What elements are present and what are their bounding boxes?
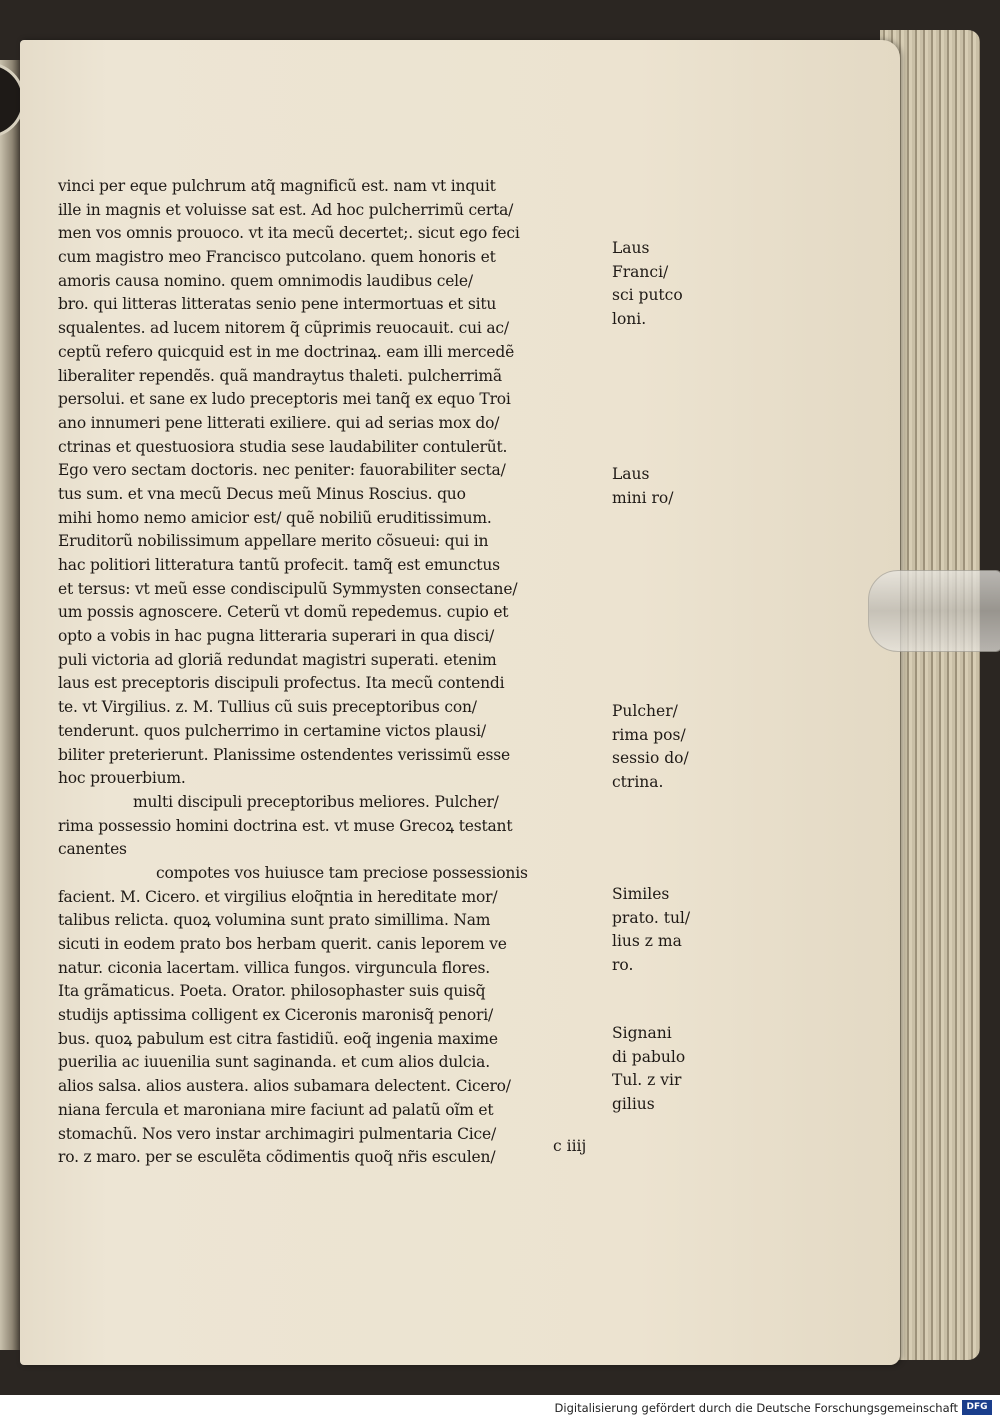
- text-line: talibus relicta. quoꝝ volumina sunt prato simillima. Nam: [58, 911, 491, 930]
- text-line: puerilia ac iuuenilia sunt saginanda. et cum alios dulcia.: [58, 1053, 490, 1072]
- text-line: Ego vero sectam doctoris. nec peniter: fauorabiliter secta/: [58, 461, 506, 480]
- text-line: hac politiori litteratura tantũ profecit. tamq̃ est emunctus: [58, 556, 500, 574]
- text-line: men vos omnis prouoco. vt ita mecũ decertet;. sicut ego feci: [58, 224, 520, 243]
- margin-note-line: Tul. z vir: [612, 1071, 682, 1090]
- margin-note-signanti: [612, 1022, 685, 1117]
- margin-note-line: Similes: [612, 885, 670, 903]
- text-line: tenderunt. quos pulcherrimo in certamine victos plausi/: [58, 721, 486, 740]
- margin-note-line: rima pos/: [612, 725, 686, 744]
- text-line: Eruditorũ nobilissimum appellare merito cõsueui: qui in: [58, 532, 489, 551]
- text-line: bro. qui litteras litteratas senio pene intermortuas et situ: [58, 295, 497, 314]
- verse-line: multi discipuli preceptoribus meliores. Pulcher/: [133, 792, 499, 811]
- text-line: facient. M. Cicero. et virgilius eloq̃ntia in hereditate mor/: [58, 887, 498, 906]
- text-line: te. vt Virgilius. z. M. Tullius cũ suis preceptoribus con/: [58, 698, 477, 717]
- margin-note-line: ctrina.: [612, 773, 664, 792]
- text-line: squalentes. ad lucem nitorem q̃ cũprimis reuocauit. cui ac/: [58, 319, 509, 338]
- text-line: et tersus: vt meũ esse condiscipulũ Symmysten consectane/: [58, 579, 518, 598]
- text-line: ano innumeri pene litterati exiliere. qui ad serias mox do/: [58, 413, 500, 432]
- text-line: laus est preceptoris discipuli profectus. Ita mecũ contendi: [58, 674, 505, 693]
- footer-credit: Digitalisierung gefördert durch die Deutsche Forschungsgemeinschaft: [554, 1401, 958, 1415]
- text-line: hoc prouerbium.: [58, 769, 186, 788]
- dfg-logo: DFG: [962, 1400, 992, 1415]
- margin-note-laus-mini: [612, 463, 674, 510]
- margin-note-line: lius z ma: [612, 932, 682, 951]
- margin-note-similes: [612, 883, 690, 978]
- margin-note-pulcherrima: [612, 700, 689, 795]
- page-clip: [868, 570, 1000, 652]
- text-line: puli victoria ad gloriã redundat magistri superati. etenim: [58, 650, 497, 669]
- margin-note-line: Franci/: [612, 262, 669, 281]
- text-line: cum magistro meo Francisco putcolano. quem honoris et: [58, 248, 496, 267]
- text-line: um possis agnoscere. Ceterũ vt domũ repedemus. cupio et: [58, 603, 509, 622]
- margin-note-line: gilius: [612, 1095, 655, 1114]
- margin-note-line: prato. tul/: [612, 908, 691, 927]
- text-line: stomachũ. Nos vero instar archimagiri pulmentaria Cice/: [58, 1124, 497, 1143]
- text-line: studijs aptissima colligent ex Ciceronis maronisq̃ penori/: [58, 1006, 494, 1025]
- text-line: mihi homo nemo amicior est/ quẽ nobiliũ eruditissimum.: [58, 508, 492, 527]
- margin-note-line: sessio do/: [612, 749, 689, 768]
- main-text-block: [58, 175, 623, 1170]
- text-line: persolui. et sane ex ludo preceptoris mei tanq̃ ex equo Troi: [58, 390, 511, 409]
- book-binding: [0, 60, 22, 1350]
- text-line: natur. ciconia lacertam. villica fungos. virguncula flores.: [58, 958, 490, 977]
- text-line: ille in magnis et voluisse sat est. Ad hoc pulcherrimũ certa/: [58, 200, 514, 219]
- verse-line: compotes vos huiusce tam preciose possessionis: [156, 863, 528, 882]
- text-line: alios salsa. alios austera. alios subamara delectent. Cicero/: [58, 1077, 511, 1096]
- text-line: sicuti in eodem prato bos herbam querit. canis leporem ve: [58, 935, 507, 953]
- margin-note-line: sci putco: [612, 286, 683, 305]
- margin-note-line: loni.: [612, 310, 647, 329]
- footer-bar: [0, 1395, 1000, 1421]
- text-line: canentes: [58, 840, 127, 859]
- text-line: amoris causa nomino. quem omnimodis laudibus cele/: [58, 271, 473, 290]
- text-line: ceptũ refero quicquid est in me doctrinaꝝ. eam illi mercedẽ: [58, 342, 515, 361]
- text-line: Ita grãmaticus. Poeta. Orator. philosophaster suis quisq̃: [58, 982, 486, 1001]
- text-line: rima possessio homini doctrina est. vt muse Grecoꝝ testant: [58, 816, 513, 835]
- margin-note-line: Signani: [612, 1024, 672, 1042]
- text-line: ro. z maro. per se esculẽta cõdimentis quoq̃ nr̃is esculen/: [58, 1148, 496, 1167]
- margin-note-line: ro.: [612, 956, 634, 975]
- text-line: ctrinas et questuosiora studia sese laudabiliter contulerũt.: [58, 437, 508, 456]
- text-line: bus. quoꝝ pabulum est citra fastidiũ. eoq̃ ingenia maxime: [58, 1029, 498, 1048]
- margin-note-line: mini ro/: [612, 488, 674, 507]
- margin-note-line: Laus: [612, 465, 650, 483]
- text-line: vinci per eque pulchrum atq̃ magnificũ est. nam vt inquit: [58, 177, 496, 195]
- margin-note-line: di pabulo: [612, 1047, 686, 1066]
- margin-note-line: Laus: [612, 239, 650, 257]
- margin-note-line: Pulcher/: [612, 702, 678, 720]
- text-line: liberaliter rependẽs. quã mandraytus thaleti. pulcherrimã: [58, 366, 502, 385]
- signature-mark: c iiij: [553, 1137, 587, 1155]
- text-line: opto a vobis in hac pugna litteraria superari in qua disci/: [58, 627, 494, 646]
- text-line: biliter preterierunt. Planissime ostendentes verissimũ esse: [58, 745, 510, 764]
- text-line: niana fercula et maroniana mire faciunt ad palatũ oĩm et: [58, 1100, 494, 1119]
- text-line: tus sum. et vna mecũ Decus meũ Minus Roscius. quo: [58, 484, 466, 503]
- margin-note-laus-francisci: [612, 237, 683, 332]
